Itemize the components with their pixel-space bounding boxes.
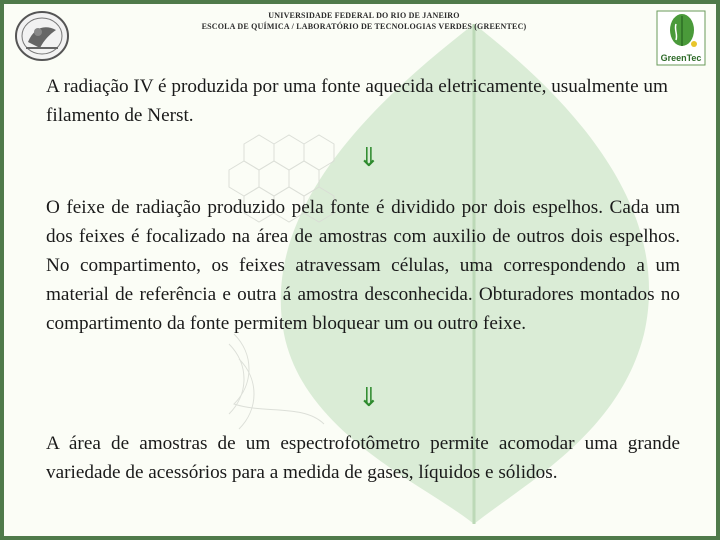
- greentec-logo-text: GreenTec: [660, 53, 702, 63]
- down-arrow-icon: ⇓: [358, 143, 380, 173]
- paragraph-ir-source: A radiação IV é produzida por uma fonte aquecida eletricamente, usualmente um filamento de Nerst.: [46, 76, 668, 126]
- paragraph-sample-area: A área de amostras de um espectrofotômetro permite acomodar uma grande variedade de acessórios para a medida de gases, líquidos e sólidos.: [46, 433, 680, 483]
- header-school: ESCOLA DE QUÍMICA / LABORATÓRIO DE TECNOLOGIAS VERDES (GREENTEC): [201, 22, 527, 31]
- header: [4, 10, 720, 32]
- down-arrow-icon: ⇓: [358, 383, 380, 413]
- header-university: UNIVERSIDADE FEDERAL DO RIO DE JANEIRO: [268, 11, 460, 20]
- greentec-logo: [656, 10, 706, 66]
- paragraph-beam-splitting: O feixe de radiação produzido pela fonte é dividido por dois espelhos. Cada um dos feixes é focalizado na área de amostras com auxilio de outros dois espelhos. No compartimento, os feixes atravessam células, uma correspondendo a um material de referência e outra á amostra desconhecida. Obturadores montados no compartimento da fonte permitem bloquear um ou outro feixe.: [46, 197, 680, 334]
